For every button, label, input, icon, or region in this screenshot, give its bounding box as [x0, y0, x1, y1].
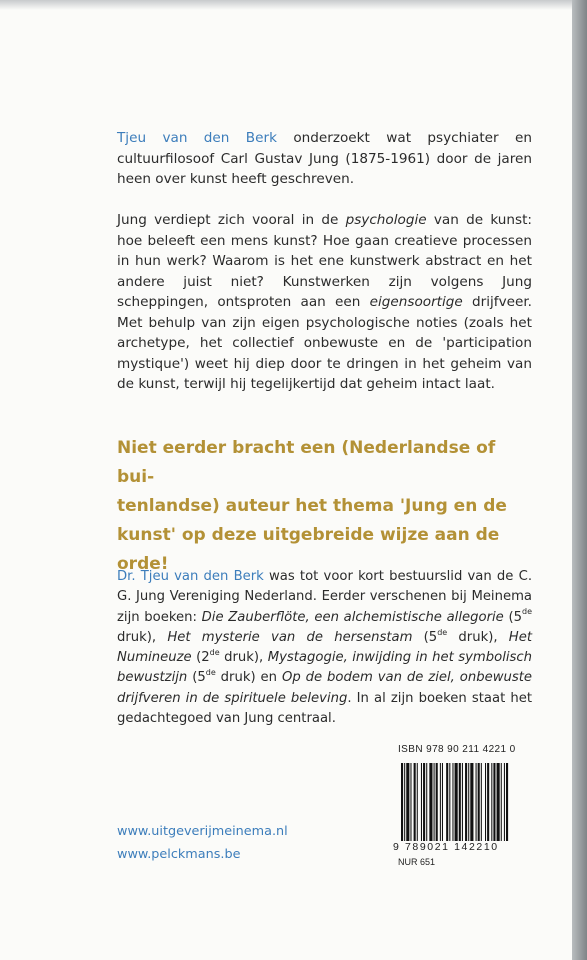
description-text-2: van de kunst: hoe beleeft een mens kunst? Hoe gaan creatieve processen in hun werk? Waarom is het ene kunstwerk abstract en het andere juist niet? Kunstwerken zijn volgens Jung scheppingen, ontsproten aan een: [117, 212, 532, 310]
edition-sup-2: de: [437, 627, 448, 637]
edition-4: (5: [187, 670, 206, 686]
barcode-bar: [401, 763, 403, 841]
barcode-bar: [414, 763, 416, 841]
intro-text: onderzoekt wat psychiater en cultuurfilosoof Carl Gustav Jung (1875-1961) door de jaren heen over kunst heeft geschreven.: [117, 130, 532, 187]
book-title-5: Op de bodem van de ziel, onbewuste drijfveren in de spirituele beleving: [117, 670, 532, 706]
barcode-bar: [481, 763, 482, 841]
isbn-label: ISBN 978 90 211 4221 0: [398, 744, 516, 755]
description-text-1: Jung verdiept zich vooral in de: [117, 212, 346, 228]
nur-label: NUR 651: [398, 857, 436, 867]
edition-sup-1: de: [522, 607, 532, 617]
bio-text-2: . In al zijn boeken staat het gedachtegoed van Jung centraal.: [117, 690, 533, 727]
barcode-bar: [446, 763, 448, 841]
highlight-line-3: kunst' op deze uitgebreide wijze aan de orde!: [117, 525, 500, 574]
barcode-bar: [485, 763, 486, 841]
description-paragraph: [117, 210, 532, 395]
barcode-bar: [470, 763, 473, 841]
edition-sup-3: de: [209, 647, 220, 657]
barcode-image: [399, 763, 549, 841]
description-italic-1: psychologie: [345, 212, 427, 228]
highlight-quote: [117, 434, 537, 579]
highlight-line-2: tenlandse) auteur het thema 'Jung en de: [117, 496, 507, 516]
barcode-bar: [506, 763, 508, 841]
bio-author-name: Dr. Tjeu van den Berk: [117, 569, 264, 584]
book-title-4: Mystagogie, inwijding in het symbolisch bewustzijn: [117, 650, 533, 686]
cover-top-edge: [0, 0, 572, 10]
book-spine-edge: [572, 0, 587, 960]
barcode-bar: [478, 763, 480, 841]
barcode-bar: [497, 763, 500, 841]
edition-1: (5: [503, 609, 522, 625]
author-bio-paragraph: [117, 567, 532, 729]
edition-2: (5: [412, 629, 438, 645]
barcode-bar: [455, 763, 458, 841]
barcode-bar: [493, 763, 495, 841]
edition-sup-4: de: [205, 668, 216, 678]
edition-3-post: druk),: [219, 650, 268, 666]
intro-paragraph: [117, 128, 532, 190]
barcode-bar: [423, 763, 425, 841]
barcode-digits: 9 789021 142210: [393, 841, 499, 853]
edition-3: (2: [191, 650, 210, 666]
barcode-bar: [442, 763, 443, 841]
barcode-bar: [434, 763, 435, 841]
barcode-bar: [491, 763, 492, 841]
book-title-1: Die Zauberflöte, een alchemistische allegorie: [201, 609, 504, 625]
barcode-bar: [462, 763, 463, 841]
barcode-bar: [429, 763, 432, 841]
website-link-meinema[interactable]: www.uitgeverijmeinema.nl: [117, 824, 288, 839]
barcode-bar: [468, 763, 469, 841]
book-title-2: Het mysterie van de hersenstam: [167, 629, 413, 645]
barcode-bar: [421, 763, 422, 841]
barcode-bar: [449, 763, 450, 841]
barcode-bar: [436, 763, 438, 841]
websites: [117, 820, 288, 866]
book-title-3: Het Numineuze: [117, 629, 532, 666]
barcode-bar: [417, 763, 418, 841]
author-name-highlight: Tjeu van den Berk: [117, 130, 277, 146]
barcode-bar: [426, 763, 427, 841]
barcode-bar: [459, 763, 461, 841]
edition-1-post: druk),: [117, 629, 168, 645]
barcode-bar: [440, 763, 441, 841]
edition-2-post: druk),: [447, 629, 509, 645]
highlight-line-1: Niet eerder bracht een (Nederlandse of bui-: [117, 438, 496, 487]
barcode-bar: [504, 763, 505, 841]
barcode-bar: [406, 763, 409, 841]
bio-text-1: was tot voor kort bestuurslid van de C. G. Jung Vereniging Nederland. Eerder verschenen bij Meinema zijn boeken:: [117, 569, 533, 625]
barcode-bar: [476, 763, 477, 841]
barcode-bar: [410, 763, 411, 841]
website-link-pelckmans[interactable]: www.pelckmans.be: [117, 847, 241, 862]
barcode-bar: [452, 763, 453, 841]
description-text-3: drijfveer. Met behulp van zijn eigen psychologische noties (zoals het archetype, het collectief onbewuste en de 'participation mystique') weet hij diep door te dringen in het geheim van de kunst, terwijl hij tegelijkertijd dat geheim intact laat.: [117, 294, 533, 392]
barcode-bar: [404, 763, 405, 841]
barcode-bar: [465, 763, 467, 841]
barcode-bar: [501, 763, 502, 841]
edition-4-post: druk) en: [215, 670, 282, 686]
barcode-bar: [487, 763, 489, 841]
description-italic-2: eigensoortige: [369, 294, 463, 310]
